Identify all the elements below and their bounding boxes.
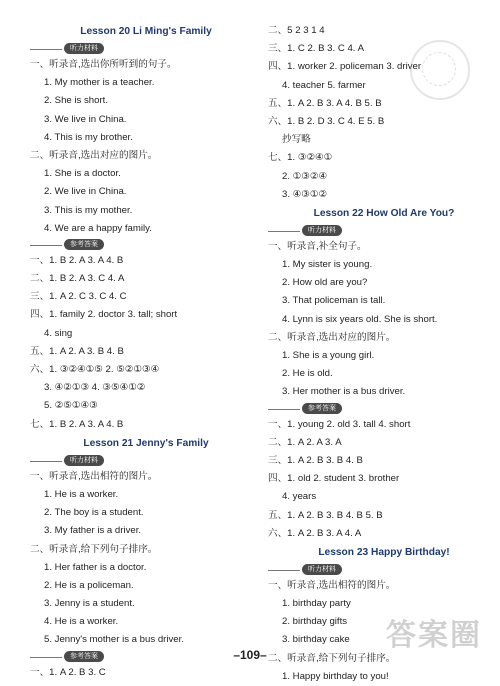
answer-line: 一、1. A 2. B 3. C bbox=[30, 666, 106, 678]
sentence: 3. We live in China. bbox=[44, 113, 127, 125]
divider bbox=[268, 231, 300, 232]
answer-line: 抄写略 bbox=[282, 134, 311, 146]
divider bbox=[30, 461, 62, 462]
answer-line: 四、1. worker 2. policeman 3. driver bbox=[268, 61, 422, 73]
listening-badge-row bbox=[268, 563, 500, 577]
lesson-21-title: Lesson 21 Jenny's Family bbox=[83, 437, 209, 449]
sentence: 3. That policeman is tall. bbox=[282, 295, 386, 307]
listening-badge-row bbox=[268, 224, 500, 238]
sentence: 3. Her mother is a bus driver. bbox=[282, 386, 406, 398]
section-heading: 一、听录音,选出相符的图片。 bbox=[268, 579, 396, 591]
section-heading: 二、听录音,给下列句子排序。 bbox=[268, 652, 396, 664]
answer-line: 二、1. B 2. A 3. C 4. A bbox=[30, 273, 125, 285]
answer-line: 5. ②⑤①④③ bbox=[44, 400, 98, 412]
lesson-22-answers bbox=[268, 416, 500, 543]
answer-line: 五、1. A 2. B 3. B 4. B 5. B bbox=[268, 509, 383, 521]
sentence: 4. This is my brother. bbox=[44, 131, 133, 143]
sentence: 3. This is my mother. bbox=[44, 204, 133, 216]
section-heading: 一、听录音,补全句子。 bbox=[268, 240, 367, 252]
sentence: 1. He is a worker. bbox=[44, 488, 119, 500]
sentence: 3. My father is a driver. bbox=[44, 525, 142, 537]
sentence: 3. birthday cake bbox=[282, 634, 350, 646]
lesson-21-listening bbox=[30, 468, 262, 650]
answer-line: 二、5 2 3 1 4 bbox=[268, 25, 325, 36]
answers-badge-row bbox=[268, 402, 500, 416]
lesson-21-answers-continued bbox=[268, 22, 500, 204]
answer-line: 七、1. B 2. A 3. A 4. B bbox=[30, 418, 124, 430]
sentence: 1. My mother is a teacher. bbox=[44, 77, 155, 89]
answer-line: 六、1. B 2. D 3. C 4. E 5. B bbox=[268, 115, 385, 127]
watermark: 答案圈 bbox=[386, 619, 482, 652]
answer-line: 二、1. A 2. A 3. A bbox=[268, 436, 342, 448]
answer-line: 一、1. B 2. A 3. A 4. B bbox=[30, 254, 124, 266]
sentence: 1. My sister is young. bbox=[282, 259, 373, 271]
answers-badge: 参考答案 bbox=[64, 651, 104, 662]
listening-badge-row bbox=[30, 454, 262, 468]
sentence: 3. Jenny is a student. bbox=[44, 598, 135, 610]
lesson-20-title: Lesson 20 Li Ming's Family bbox=[80, 26, 212, 37]
sentence: 2. He is old. bbox=[282, 368, 333, 380]
answer-line: 一、1. young 2. old 3. tall 4. short bbox=[268, 418, 411, 430]
sentence: 1. She is a doctor. bbox=[44, 168, 121, 180]
divider bbox=[268, 570, 300, 571]
stamp-watermark-icon bbox=[410, 40, 470, 100]
sentence: 4. He is a worker. bbox=[44, 616, 119, 628]
answer-line: 六、1. A 2. B 3. A 4. A bbox=[268, 527, 362, 539]
listening-badge: 听力材料 bbox=[302, 225, 342, 236]
answer-line: 4. sing bbox=[44, 327, 73, 339]
answer-line: 六、1. ③②④①⑤ 2. ⑤②①③④ bbox=[30, 364, 160, 375]
lesson-22-title: Lesson 22 How Old Are You? bbox=[313, 207, 455, 219]
page-number: –109– bbox=[233, 648, 267, 662]
lesson-23-title: Lesson 23 Happy Birthday! bbox=[318, 546, 450, 558]
listening-badge: 听力材料 bbox=[64, 43, 104, 54]
listening-badge-row bbox=[30, 42, 262, 56]
sentence: 4. Lynn is six years old. She is short. bbox=[282, 313, 438, 325]
sentence: 1. Happy birthday to you! bbox=[282, 670, 389, 682]
divider bbox=[30, 49, 62, 50]
lesson-20-listening bbox=[30, 56, 262, 238]
answers-badge: 参考答案 bbox=[64, 239, 104, 250]
right-column bbox=[268, 22, 500, 686]
sentence: 5. Jenny's mother is a bus driver. bbox=[44, 634, 184, 646]
answer-line: 四、1. old 2. student 3. brother bbox=[268, 473, 400, 485]
answers-badge: 参考答案 bbox=[302, 403, 342, 414]
section-heading: 一、听录音,选出相符的图片。 bbox=[30, 470, 158, 482]
lesson-22-listening bbox=[268, 238, 500, 402]
section-heading: 二、听录音,给下列句子排序。 bbox=[30, 543, 158, 555]
answer-line: 四、1. family 2. doctor 3. tall; short bbox=[30, 309, 178, 321]
answer-line: 2. ①③②④ bbox=[282, 170, 328, 182]
left-column bbox=[30, 22, 262, 682]
answer-line: 4. years bbox=[282, 491, 317, 503]
answer-line: 三、1. A 2. B 3. B 4. B bbox=[268, 454, 363, 466]
divider bbox=[30, 245, 62, 246]
answer-line: 3. ④③①② bbox=[282, 188, 328, 200]
answers-badge-row bbox=[30, 238, 262, 252]
lesson-20-answers bbox=[30, 252, 262, 434]
sentence: 4. We are a happy family. bbox=[44, 222, 152, 234]
section-heading: 一、听录音,选出你所听到的句子。 bbox=[30, 59, 177, 70]
divider bbox=[268, 409, 300, 410]
answer-line: 三、1. A 2. C 3. C 4. C bbox=[30, 291, 127, 303]
section-heading: 二、听录音,选出对应的图片。 bbox=[268, 331, 396, 343]
lesson-21-answers bbox=[30, 664, 262, 682]
answer-line: 五、1. A 2. A 3. B 4. B bbox=[30, 345, 124, 357]
sentence: 2. He is a policeman. bbox=[44, 579, 134, 591]
answer-line: 3. ④②①③ 4. ③⑤④①② bbox=[44, 382, 146, 394]
answer-line: 4. teacher 5. farmer bbox=[282, 79, 366, 91]
answer-line: 五、1. A 2. B 3. A 4. B 5. B bbox=[268, 97, 382, 109]
answer-line: 三、1. C 2. B 3. C 4. A bbox=[268, 43, 364, 55]
sentence: 2. She is short. bbox=[44, 95, 108, 107]
sentence: 2. How old are you? bbox=[282, 277, 368, 289]
sentence: 2. We live in China. bbox=[44, 186, 127, 198]
sentence: 2. The boy is a student. bbox=[44, 507, 144, 519]
sentence: 2. birthday gifts bbox=[282, 616, 348, 628]
listening-badge: 听力材料 bbox=[302, 564, 342, 575]
section-heading: 二、听录音,选出对应的图片。 bbox=[30, 149, 158, 161]
sentence: 1. birthday party bbox=[282, 598, 351, 610]
sentence: 1. Her father is a doctor. bbox=[44, 561, 147, 573]
listening-badge: 听力材料 bbox=[64, 455, 104, 466]
answer-line: 七、1. ③②④① bbox=[268, 152, 333, 164]
sentence: 1. She is a young girl. bbox=[282, 350, 375, 361]
